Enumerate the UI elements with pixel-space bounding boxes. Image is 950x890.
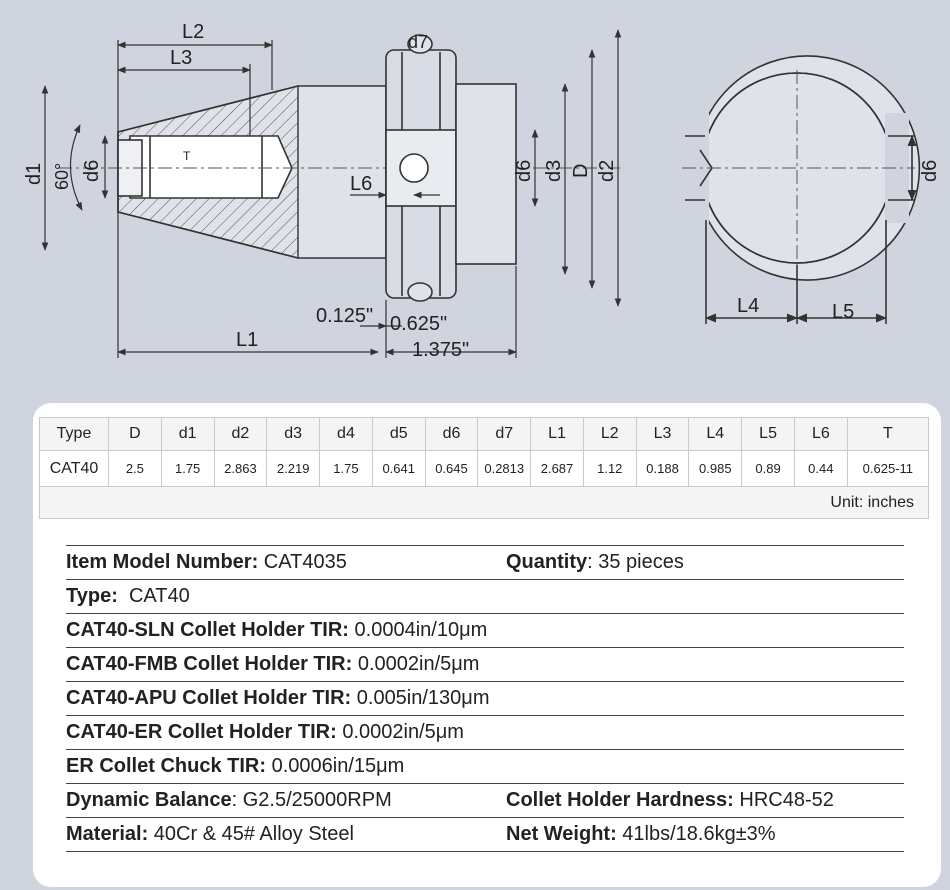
- weight-value: 41lbs/18.6kg±3%: [616, 823, 776, 845]
- label-angle: 60°: [52, 162, 72, 190]
- table-row: [40, 451, 929, 487]
- table-cell: 0.645: [425, 451, 478, 487]
- label-L1: L1: [236, 329, 259, 351]
- property-row: [66, 647, 904, 681]
- front-view: [682, 56, 919, 324]
- hardness-label: Collet Holder Hardness:: [506, 789, 734, 811]
- header-cell: L5: [742, 418, 795, 451]
- hardness-value: HRC48-52: [733, 789, 834, 811]
- property-row: [66, 681, 904, 715]
- property-row: [66, 817, 904, 852]
- header-cell: d3: [267, 418, 320, 451]
- weight-label: Net Weight:: [506, 823, 617, 845]
- fmb-tir-label: CAT40-FMB Collet Holder TIR:: [66, 653, 353, 675]
- unit-note: Unit: inches: [40, 487, 929, 519]
- property-row: [66, 715, 904, 749]
- table-cell: 0.985: [689, 451, 742, 487]
- property-row: [66, 545, 904, 579]
- flange: [386, 35, 516, 301]
- header-cell: L2: [583, 418, 636, 451]
- table-cell: 2.863: [214, 451, 267, 487]
- label-d1: d1: [23, 162, 45, 185]
- header-cell: d7: [478, 418, 531, 451]
- label-L4: L4: [737, 295, 760, 317]
- technical-drawing: [0, 0, 950, 400]
- balance-label: Dynamic Balance: [66, 789, 232, 811]
- table-cell: 1.12: [583, 451, 636, 487]
- model-value: CAT4035: [258, 551, 347, 573]
- properties-list: [66, 545, 904, 852]
- model-label: Item Model Number:: [66, 551, 259, 573]
- er-tir-value: 0.0002in/5μm: [336, 721, 464, 743]
- material-value: 40Cr & 45# Alloy Steel: [148, 823, 354, 845]
- table-cell: 1.75: [161, 451, 214, 487]
- label-L3: L3: [170, 47, 193, 69]
- fmb-tir-value: 0.0002in/5μm: [352, 653, 480, 675]
- er-tir-label: CAT40-ER Collet Holder TIR:: [66, 721, 337, 743]
- table-header-row: [40, 418, 929, 451]
- header-cell: L4: [689, 418, 742, 451]
- header-cell: d1: [161, 418, 214, 451]
- header-cell: d4: [320, 418, 373, 451]
- property-row: [66, 749, 904, 783]
- property-row: [66, 613, 904, 647]
- label-L6: L6: [350, 173, 373, 195]
- label-D: D: [570, 163, 592, 178]
- type-value: CAT40: [117, 585, 190, 607]
- table-cell: 0.2813: [478, 451, 531, 487]
- label-d6-left: d6: [81, 159, 103, 182]
- label-1375: 1.375": [412, 339, 470, 361]
- label-L2: L2: [182, 21, 205, 43]
- table-cell: 0.625-11: [847, 451, 928, 487]
- quantity-label: Quantity: [506, 551, 588, 573]
- type-label: Type:: [66, 585, 118, 607]
- quantity-value: : 35 pieces: [587, 551, 684, 573]
- header-cell: d6: [425, 418, 478, 451]
- header-cell: d5: [372, 418, 425, 451]
- header-cell: d2: [214, 418, 267, 451]
- sln-tir-value: 0.0004in/10μm: [348, 619, 488, 641]
- header-cell: D: [109, 418, 162, 451]
- label-L5: L5: [832, 301, 855, 323]
- label-d6-right: d6: [919, 159, 941, 182]
- label-0625: 0.625": [390, 313, 448, 335]
- spec-card: [33, 403, 941, 887]
- table-cell: 2.687: [531, 451, 584, 487]
- chuck-tir-label: ER Collet Chuck TIR:: [66, 755, 267, 777]
- label-d7: d7: [408, 32, 429, 52]
- header-cell: L3: [636, 418, 689, 451]
- property-row: [66, 579, 904, 613]
- label-T: T: [183, 149, 191, 163]
- table-cell: 2.5: [109, 451, 162, 487]
- header-cell: L1: [531, 418, 584, 451]
- apu-tir-value: 0.005in/130μm: [351, 687, 490, 709]
- table-cell: CAT40: [40, 451, 109, 487]
- apu-tir-label: CAT40-APU Collet Holder TIR:: [66, 687, 352, 709]
- dimension-table: [39, 417, 929, 519]
- header-cell: Type: [40, 418, 109, 451]
- table-cell: 2.219: [267, 451, 320, 487]
- bore: [118, 136, 292, 198]
- table-cell: 0.188: [636, 451, 689, 487]
- header-cell: L6: [794, 418, 847, 451]
- label-d6-mid: d6: [513, 159, 535, 182]
- sln-tir-label: CAT40-SLN Collet Holder TIR:: [66, 619, 349, 641]
- balance-value: : G2.5/25000RPM: [231, 789, 392, 811]
- table-cell: 1.75: [320, 451, 373, 487]
- header-cell: T: [847, 418, 928, 451]
- unit-row: [40, 487, 929, 519]
- table-cell: 0.44: [794, 451, 847, 487]
- label-0125: 0.125": [316, 305, 374, 327]
- table-cell: 0.641: [372, 451, 425, 487]
- label-d2: d2: [596, 159, 618, 182]
- material-label: Material:: [66, 823, 149, 845]
- property-row: [66, 783, 904, 817]
- label-d3: d3: [543, 159, 565, 182]
- table-cell: 0.89: [742, 451, 795, 487]
- chuck-tir-value: 0.0006in/15μm: [266, 755, 405, 777]
